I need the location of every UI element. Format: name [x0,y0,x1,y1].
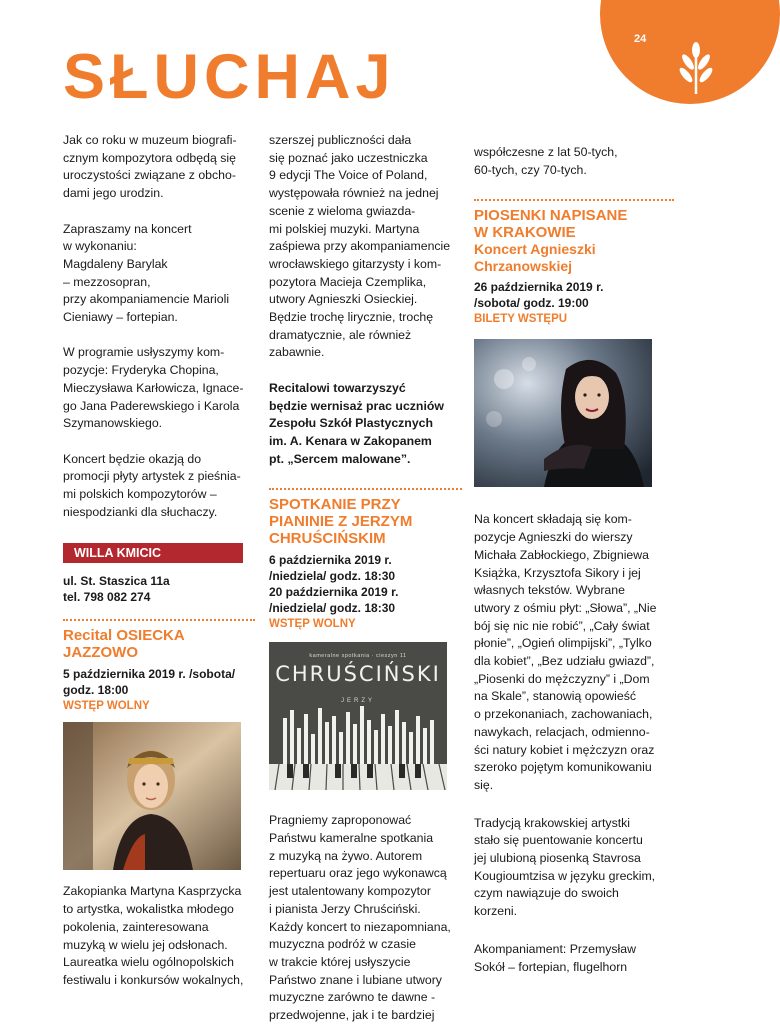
text-line: – mezzosopran, [63,274,151,289]
text-line: stało się puentowanie koncertu [474,833,643,848]
text-line: Magdaleny Barylak [63,256,168,271]
subtitle-line: Chrzanowskiej [474,258,573,275]
section-divider [63,619,255,621]
text-line: szeroko pojętym komunikowaniu [474,760,652,775]
piano-keys-graphic [269,704,447,790]
text-line: cznym kompozytora odbędą się [63,150,236,165]
text-line: jest utalentowany kompozytor [269,884,431,899]
text-line: 60-tych, czy 70-tych. [474,162,587,177]
text-line: na Skale”, stanowią opowieść [474,689,636,704]
text-line: zaśpiewa przy akompaniamencie [269,239,451,254]
continuation-paragraph [474,144,674,179]
date-line: 6 października 2019 r. [269,553,392,568]
text-line: promocji płyty artystek z pieśnia- [63,469,241,484]
text-line: Cieniawy – fortepian. [63,310,178,325]
krakow-subtitle [474,241,674,275]
text-line: o przekonaniach, zachowaniach, [474,707,653,722]
date-line: /sobota/ godz. 19:00 [474,296,589,311]
text-line: występowała również na jednej [269,186,439,201]
text-line: dramatycznie, ale również [269,327,412,342]
recital-ticket: WSTĘP WOLNY [63,700,150,713]
singer-photo-krakow [474,339,652,487]
text-line: Na koncert składają się kom- [474,512,632,527]
text-line: Pragniemy zaproponować [269,813,412,828]
page-number: 24 [634,33,647,45]
text-line: Będzie trochę lirycznie, trochę [269,310,434,325]
text-line: pozycje: Fryderyka Chopina, [63,363,219,378]
text-line: własnych tekstów. Wybrane [474,583,625,598]
text-line: się poznać jako uczestniczka [269,150,428,165]
subtitle-line: Koncert Agnieszki [474,241,596,258]
text-line: pokolenia, zainteresowana [63,919,209,934]
bio-continued-paragraph [269,132,462,362]
meeting-dates [269,552,462,616]
text-line: Akompaniament: Przemysław [474,941,636,956]
text-line: Szymanowskiego. [63,416,163,431]
text-line: Michała Zabłockiego, Zbigniewa [474,547,649,562]
bio-paragraph [63,883,255,989]
text-line: w trakcie której usłyszycie [269,954,411,969]
intro-paragraph [63,132,255,203]
text-line: zabawnie. [269,345,325,360]
column-1 [63,132,255,990]
text-line: Mieczysława Karłowicza, Ignace- [63,380,244,395]
text-line: Zakopianka Martyna Kasprzycka [63,884,242,899]
text-line: mi polskich kompozytorów – [63,487,217,502]
recital-date [63,666,255,698]
album-topline: kameralne spotkania · cieszyn 11 [309,653,407,660]
text-line: współczesne z lat 50-tych, [474,145,618,159]
section-divider [269,488,462,490]
text-line: Tradycją krakowskiej artystki [474,815,631,830]
invite-paragraph [63,221,255,327]
text-line: „Piosenki do mężczyzny” i „Dom [474,671,650,686]
date-line: 20 października 2019 r. [269,585,399,600]
column-3 [474,144,674,976]
text-line: pt. „Sercem malowane”. [269,451,411,466]
text-line: uroczystości związane z obcho- [63,168,236,183]
singer-photo [63,722,241,870]
text-line: Laureatka wielu ogólnopolskich [63,955,234,970]
text-line: i pianista Jerzy Chruściński. [269,901,421,916]
text-line: Książka, Krzysztofa Sikory i jej [474,565,641,580]
text-line: muzyczna podróż w czasie [269,937,416,952]
title-line: W KRAKOWIE [474,224,576,242]
section-divider [474,199,674,201]
date-line: 5 października 2019 r. /sobota/ [63,667,236,682]
text-line: to artystka, wokalistka młodego [63,902,234,917]
text-line: wrocławskiego gitarzysty i kom- [269,256,442,271]
text-line: im. A. Kenara w Zakopanem [269,433,432,448]
tradition-paragraph [474,815,674,921]
date-line: /niedziela/ godz. 18:30 [269,601,396,616]
text-line: korzeni. [474,904,518,919]
text-line: Koncert będzie okazją do [63,451,202,466]
text-line: przy akompaniamencie Marioli [63,292,230,307]
title-line: Recital OSIECKA [63,627,185,645]
text-line: Recitalowi towarzyszyć [269,380,406,395]
text-line: dla kobiet”, „Bez udziału gwiazd”, [474,654,655,669]
text-line: 9 edycji The Voice of Poland, [269,168,428,183]
exhibition-paragraph [269,380,462,469]
meeting-title [269,496,462,547]
text-line: Państwo znane i lubiane utwory [269,972,442,987]
text-line: utwory z ośmiu płyt: „Słowa”, „Nie [474,600,657,615]
accompaniment-paragraph [474,941,674,976]
album-cover [269,642,447,790]
text-line: repertuaru oraz jego wykonawcą [269,866,447,881]
text-line: bój się nic nie robić”, „Cały świat [474,618,650,633]
page-title: SŁUCHAJ [63,42,396,112]
venue-address: ul. St. Staszica 11a [63,574,170,589]
text-line: pozytora Macieja Czemplika, [269,274,427,289]
venue-phone: tel. 798 082 274 [63,590,151,605]
text-line: pozycje Agnieszki do wierszy [474,530,633,545]
venue-banner: WILLA KMICIC [63,543,243,563]
text-line: scenie z wieloma gwiazda- [269,203,416,218]
krakow-title [474,207,674,241]
text-line: Państwu kameralne spotkania [269,831,434,846]
text-line: będzie wernisaż prac uczniów [269,398,444,413]
text-line: czym nawiązuje do swoich [474,886,619,901]
text-line: Zespołu Szkół Plastycznych [269,416,434,431]
text-line: z muzyką na żywo. Autorem [269,848,423,863]
text-line: ści natury kobiet i mężczyzn oraz [474,742,655,757]
text-line: szerszej publiczności dała [269,133,412,147]
krakow-ticket: BILETY WSTĘPU [474,313,568,326]
meeting-description [269,812,462,1024]
album-name: CHRUŚCIŃSKI [275,662,441,687]
songs-paragraph [474,511,674,794]
column-2 [269,132,462,1025]
title-line: PIANINIE Z JERZYM [269,513,413,531]
text-line: Kougioumtzisa w języku greckim, [474,868,656,883]
text-line: Sokół – fortepian, flugelhorn [474,959,628,974]
recital-title [63,627,255,661]
text-line: muzyką w wielu jej odsłonach. [63,937,228,952]
text-line: jej ulubioną piosenką Stavrosa [474,851,641,866]
text-line: nawykach, relacjach, odmienno- [474,724,650,739]
text-line: dami jego urodzin. [63,186,164,201]
text-line: muzyczne zarówno te dawne - [269,990,436,1005]
text-line: Każdy koncert to niezapomniana, [269,919,451,934]
krakow-date [474,279,674,311]
text-line: niespodzianki dla słuchaczy. [63,504,218,519]
text-line: go Jana Paderewskiego i Karola [63,398,240,413]
occasion-paragraph [63,451,255,522]
date-line: /niedziela/ godz. 18:30 [269,569,396,584]
meeting-ticket: WSTĘP WOLNY [269,618,356,631]
text-line: płonie”, „Ogień olimpijski”, „Tylko [474,636,652,651]
date-line: godz. 18:00 [63,683,129,698]
date-line: 26 października 2019 r. [474,280,604,295]
text-line: W programie usłyszymy kom- [63,345,225,360]
title-line: PIOSENKI NAPISANE [474,207,628,225]
text-line: przedwojenne, jak i te bardziej [269,1008,435,1023]
text-line: Jak co roku w muzeum biografi- [63,133,237,147]
text-line: się. [474,777,494,792]
title-line: CHRUŚCIŃSKIM [269,530,386,548]
program-paragraph [63,344,255,433]
text-line: utwory Agnieszki Osieckiej. [269,292,418,307]
text-line: Zapraszamy na koncert [63,221,192,236]
page-corner-badge [602,0,720,108]
title-line: SPOTKANIE PRZY [269,496,401,514]
title-line: JAZZOWO [63,644,138,662]
text-line: w wykonaniu: [63,239,137,254]
wheat-icon [674,42,718,96]
text-line: festiwalu i konkursów wokalnych, [63,972,244,987]
text-line: mi polskiej muzyki. Martyna [269,221,420,236]
album-firstname: JERZY [340,698,375,705]
